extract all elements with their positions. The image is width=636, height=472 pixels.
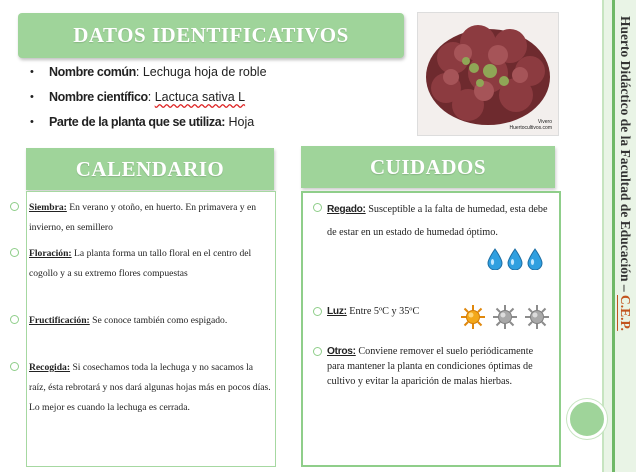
- plant-part-value: Hoja: [228, 115, 255, 129]
- bullet-circle: [10, 362, 19, 371]
- bullet-circle: [313, 347, 322, 356]
- bullet-circle: [10, 248, 19, 257]
- calendar-item-fructificacion: Fructificación: Se conoce también como espigado.: [29, 311, 272, 331]
- sun-icon-inactive: [524, 304, 550, 330]
- bullet-circle: [10, 202, 19, 211]
- common-name-label: Nombre común: [49, 65, 136, 79]
- page-title: DATOS IDENTIFICATIVOS: [18, 13, 404, 58]
- water-drop-icon: [487, 248, 503, 270]
- scientific-name-value: Lactuca sativa L: [154, 90, 246, 104]
- plant-part-label: Parte de la planta que se utiliza:: [49, 115, 226, 129]
- sun-icon-inactive: [492, 304, 518, 330]
- calendario-heading: CALENDARIO: [26, 148, 274, 190]
- photo-watermark: Vivero Huertocultivos.com: [509, 119, 552, 131]
- bullet-circle: [313, 307, 322, 316]
- calendar-item-floracion: Floración: La planta forma un tallo floral en el centro del cogollo y a su extremo flores compuestas: [29, 244, 272, 284]
- care-item-otros: Otros: Conviene remover el suelo periódicamente para mantener la planta en condiciones óptimas de cultivo y evitar la aparición de malas hierbas.: [327, 344, 549, 389]
- calendar-item-siembra: Siembra: En verano y otoño, en huerto. En primavera y en invierno, en semillero: [29, 198, 272, 238]
- bullet-circle: [313, 203, 322, 212]
- lettuce-photo: [417, 12, 559, 136]
- identity-list: [30, 63, 267, 138]
- care-item-luz: Luz: Entre 5ºC y 35ºC: [327, 302, 467, 321]
- sun-icon: [460, 304, 486, 330]
- side-title: Huerto Didáctico de la Facultad de Educación – C.E.P.: [618, 16, 633, 331]
- water-drop-icon: [527, 248, 543, 270]
- cuidados-heading: CUIDADOS: [301, 146, 555, 188]
- nav-circle-button[interactable]: [567, 399, 607, 439]
- cep-label: C.E.P.: [618, 295, 633, 331]
- list-item-scientific-name: • Nombre científico: Lactuca sativa L: [30, 90, 246, 104]
- water-drop-icons: [487, 248, 543, 270]
- care-item-regado: Regado: Susceptible a la falta de humedad, esta debe de estar en un estado de humedad óptimo.: [327, 198, 549, 244]
- list-item-plant-part: • Parte de la planta que se utiliza: Hoja: [30, 115, 255, 129]
- scientific-name-label: Nombre científico: [49, 90, 148, 104]
- list-item-common-name: • Nombre común: Lechuga hoja de roble: [30, 65, 267, 79]
- water-drop-icon: [507, 248, 523, 270]
- common-name-value: Lechuga hoja de roble: [142, 65, 267, 79]
- bullet-circle: [10, 315, 19, 324]
- calendar-item-recogida: Recogida: Si cosechamos toda la lechuga y no sacamos la raíz, ésta rebrotará y nos dará algunas hojas más en pocos días. Lo mejor es cuando la lechuga es cerrada.: [29, 358, 272, 418]
- sun-icons: [460, 304, 550, 330]
